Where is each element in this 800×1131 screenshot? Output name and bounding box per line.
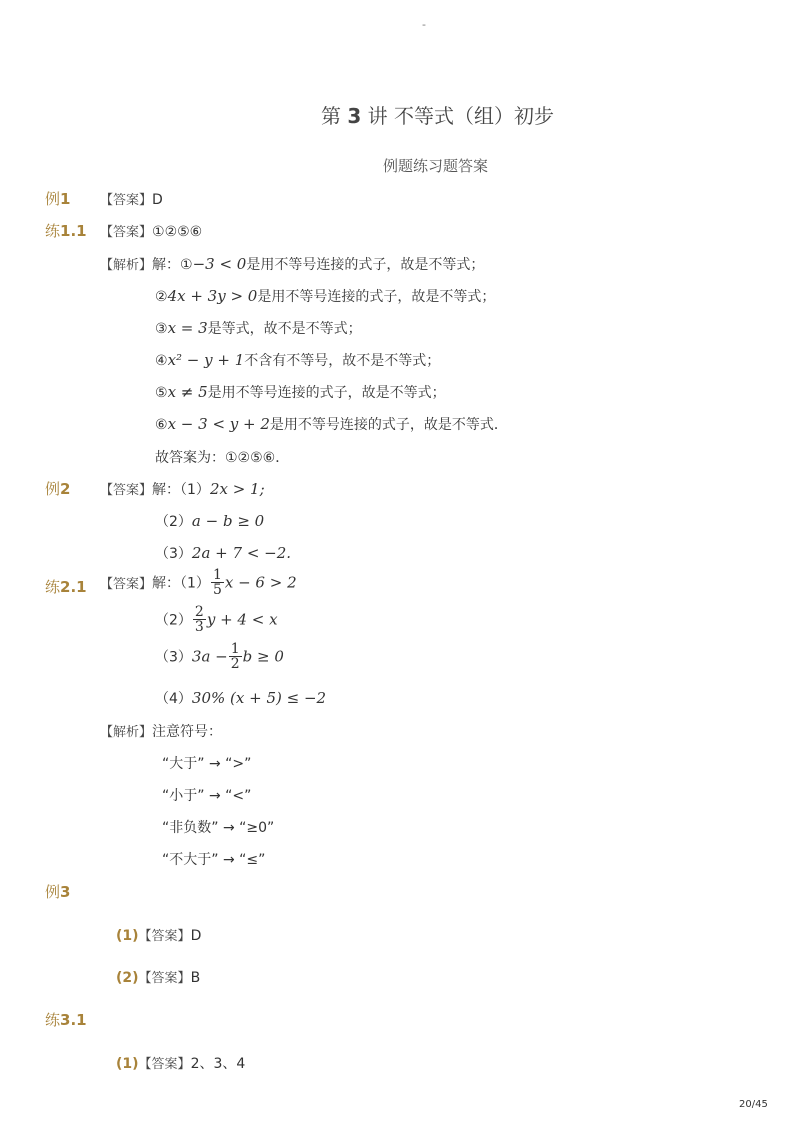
practice-2-1-answer-2: （2） $\frac{2}{3}$ y + 4 < x [155,604,278,635]
symbol-greater: “大于” → “>” [162,756,252,772]
practice-3-1-label: 练3.1 [45,1011,87,1029]
practice-1-1-analysis-line-3: ③x = 3是等式，故不是不等式； [155,319,362,337]
practice-2-1-analysis: 【解析】注意符号： [100,724,223,740]
symbol-not-greater: “不大于” → “≤” [162,852,266,868]
symbol-less: “小于” → “<” [162,788,252,804]
fraction: $\frac{1}{2}$ [230,641,240,672]
practice-2-1-answer-1: 【答案】解：（1） $\frac{1}{5}$ x − 6 > 2 [100,567,297,598]
page-title: 第 3 讲 不等式（组）初步 [321,104,554,128]
symbol-non-negative: “非负数” → “≥0” [162,820,275,836]
practice-2-1-answer-3: （3）3a − $\frac{1}{2}$ b ≥ 0 [155,641,284,672]
example-2-label: 例2 [45,480,71,498]
example-2-answer-3: （3）2a + 7 < −2. [155,544,292,562]
practice-3-1-part-1: (1)【答案】2、3、4 [116,1056,246,1072]
example-2-answer-2: （2）a − b ≥ 0 [155,512,265,530]
practice-1-1-analysis-line-1: 【解析】解：①−3 < 0是用不等号连接的式子，故是不等式； [100,255,485,273]
page-number: 20/45 [739,1099,768,1110]
practice-1-1-analysis-line-5: ⑤x ≠ 5是用不等号连接的式子，故是不等式； [155,383,446,401]
example-3-part-2: (2)【答案】B [116,970,201,986]
practice-2-1-answer-4: （4）30% (x + 5) ≤ −2 [155,689,327,707]
example-1-answer: 【答案】D [100,192,163,208]
practice-1-1-analysis-line-4: ④x² − y + 1不含有不等号，故不是不等式； [155,351,441,369]
example-3-label: 例3 [45,883,71,901]
fraction: $\frac{1}{5}$ [212,567,222,598]
example-3-part-1: (1)【答案】D [116,928,202,944]
fraction: $\frac{2}{3}$ [194,604,204,635]
page-subtitle: 例题练习题答案 [383,157,489,175]
practice-1-1-label: 练1.1 [45,222,87,240]
practice-1-1-analysis-line-6: ⑥x − 3 < y + 2是用不等号连接的式子，故是不等式． [155,415,508,433]
example-1-label: 例1 [45,190,71,208]
practice-1-1-conclusion: 故答案为：①②⑤⑥． [155,450,290,466]
header-mark: - [422,18,426,31]
practice-2-1-label: 练2.1 [45,578,87,596]
practice-1-1-analysis-line-2: ②4x + 3y > 0是用不等号连接的式子，故是不等式； [155,287,496,305]
practice-1-1-answer: 【答案】①②⑤⑥ [100,224,203,240]
example-2-answer-1: 【答案】解：（1）2x > 1; [100,480,265,498]
